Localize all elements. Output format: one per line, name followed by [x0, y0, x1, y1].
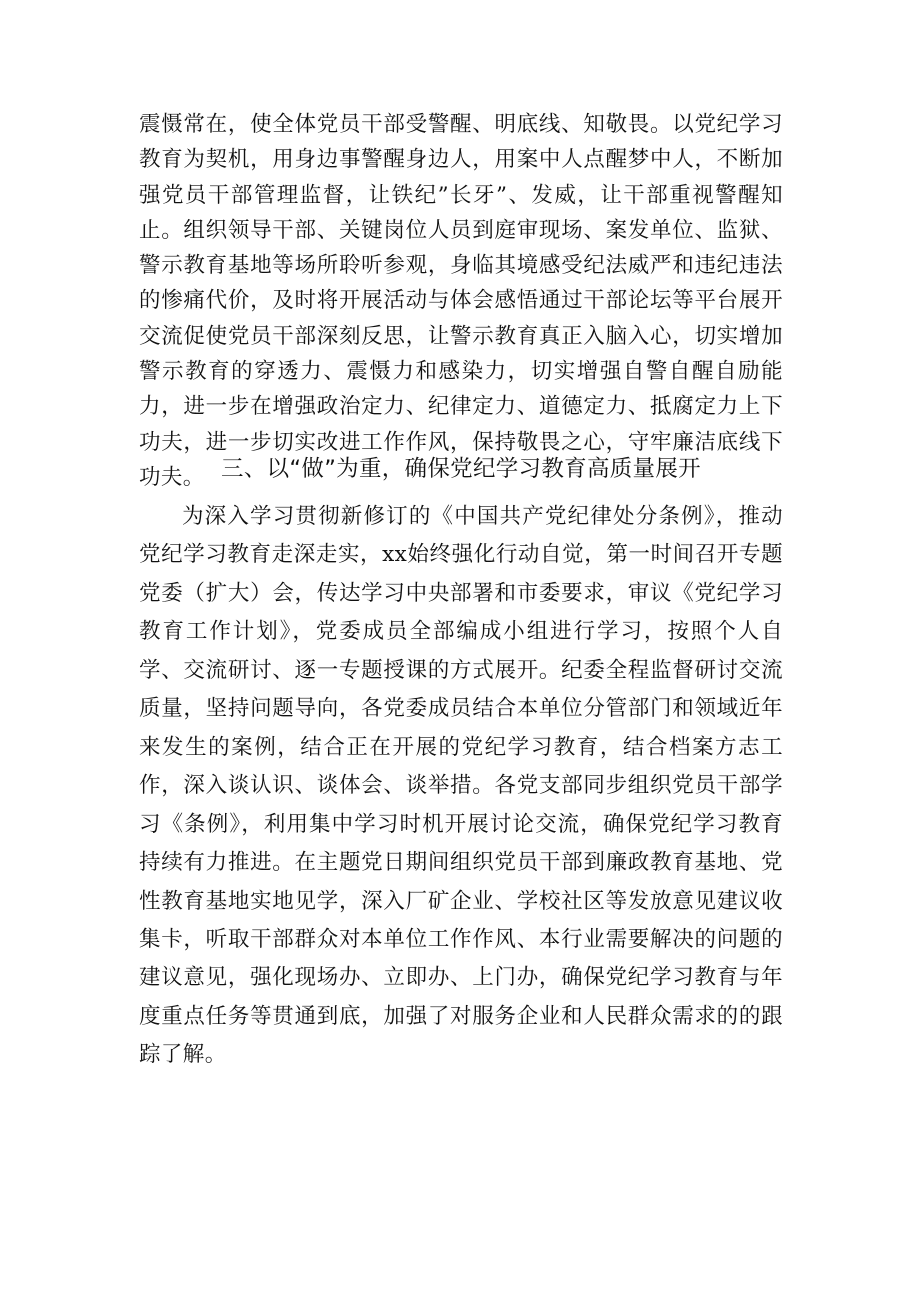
body-paragraph: 为深入学习贯彻新修订的《中国共产党纪律处分条例》，推动党纪学习教育走深走实，xx始终强化行动自觉，第一时间召开专题党委（扩大）会，传达学习中央部署和市委要求，审议《党纪学习教育工作计划》，党委成员全部编成小组进行学习，按照个人自学、交流研讨、逐一专题授课的方式展开。纪委全程监督研讨交流质量，坚持问题导向，各党委成员结合本单位分管部门和领域近年来发生的案例，结合正在开展的党纪学习教育，结合档案方志工作，深入谈认识、谈体会、谈举措。各党支部同步组织党员干部学习《条例》，利用集中学习时机开展讨论交流，确保党纪学习教育持续有力推进。在主题党日期间组织党员干部到廉政教育基地、党性教育基地实地见学，深入厂矿企业、学校社区等发放意见建议收集卡，听取干部群众对本单位工作作风、本行业需要解决的问题的建议意见，强化现场办、立即办、上门办，确保党纪学习教育与年度重点任务等贯通到底，加强了对服务企业和人民群众需求的的跟踪了解。 — [139, 504, 783, 1068]
body-paragraph-continued: 震慑常在，使全体党员干部受警醒、明底线、知敬畏。以党纪学习教育为契机，用身边事警醒身边人，用案中人点醒梦中人，不断加强党员干部管理监督，让铁纪”长牙”、发威，让干部重视警醒知止。组织领导干部、关键岗位人员到庭审现场、案发单位、监狱、警示教育基地等场所聆听参观，身临其境感受纪法威严和违纪违法的惨痛代价，及时将开展活动与体会感悟通过干部论坛等平台展开交流促使党员干部深刻反思，让警示教育真正入脑入心，切实增加警示教育的穿透力、震慑力和感染力，切实增强自警自醒自励能力，进一步在增强政治定力、纪律定力、道德定力、抵腐定力上下功夫，进一步切实改进工作作风，保持敬畏之心，守牢廉洁底线下功夫。 — [139, 112, 783, 490]
section-heading: 三、以“做”为重，确保党纪学习教育高质量展开 — [221, 456, 701, 482]
